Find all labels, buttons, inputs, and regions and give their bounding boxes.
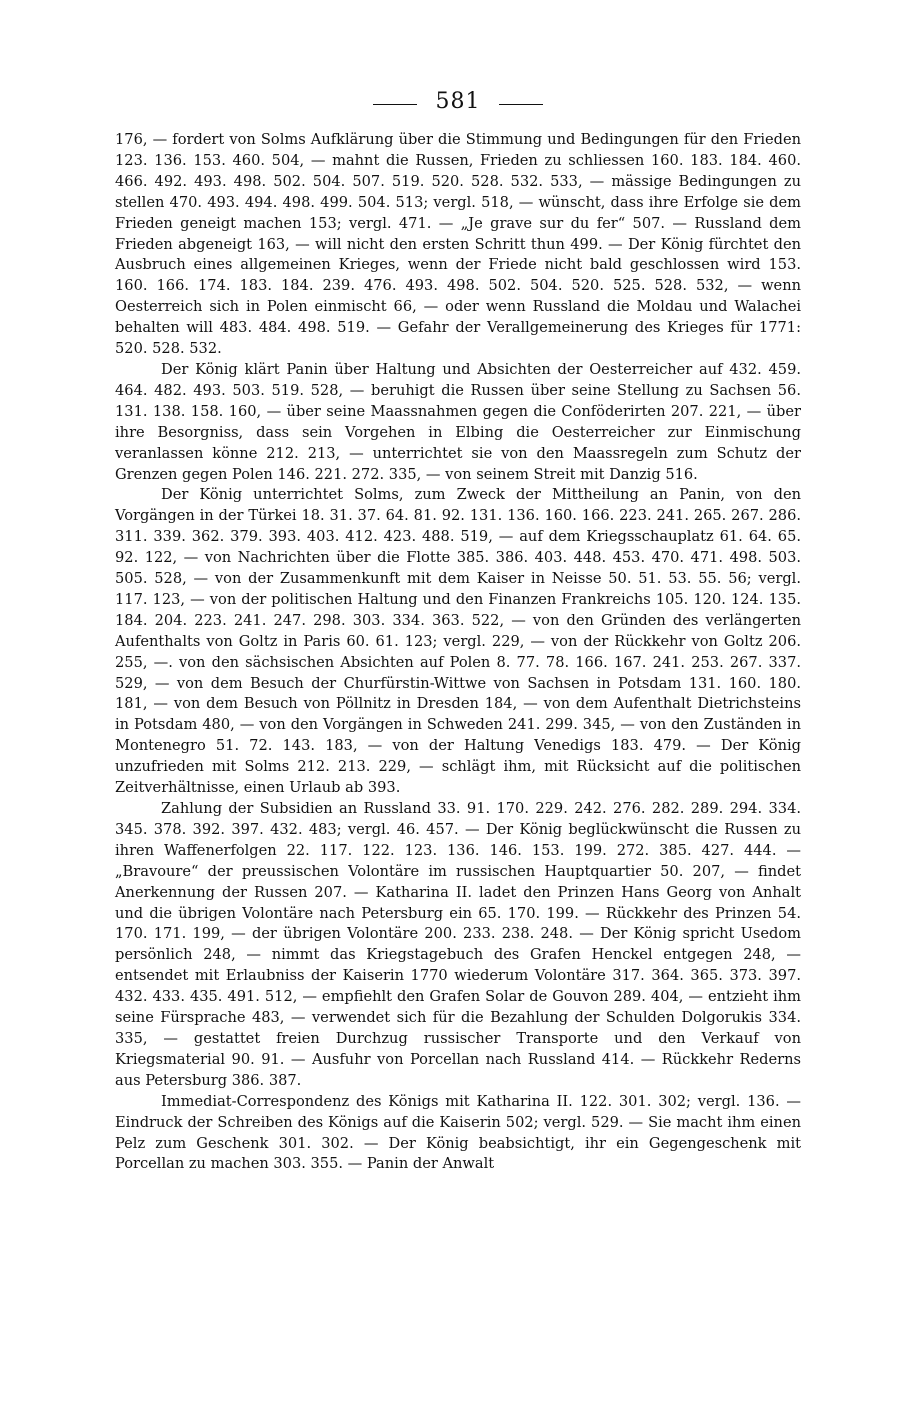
- page-header: [115, 82, 801, 122]
- index-paragraph: Der König klärt Panin über Haltung und Absichten der Oesterreicher auf 432. 459. 464. 482. 493. 503. 519. 528, — beruhigt die Russen über seine Stellung zu Sachsen 56. 131. 138. 158. 160, — über seine Maassnahmen gegen die Conföderirten 207. 221, — über ihre Besorgniss, dass sein Vorgehen in Elbing die Oesterreicher zur Einmischung veranlassen könne 212. 213, — unterrichtet sie von den Maassregeln zum Schutz der Grenzen gegen Polen 146. 221. 272. 335, — von seinem Streit mit Danzig 516.: [115, 360, 801, 483]
- document-page: [115, 82, 801, 1175]
- page-number: 581: [435, 89, 481, 114]
- header-rule-right: [499, 104, 543, 105]
- index-paragraph: 176, — fordert von Solms Aufklärung über die Stimmung und Bedingungen für den Frieden 123. 136. 153. 460. 504, — mahnt die Russen, Frieden zu schliessen 160. 183. 184. 460. 466. 492. 493. 498. 502. 504. 507. 519. 520. 528. 532. 533, — mässige Bedingungen zu stellen 470. 493. 494. 498. 499. 504. 513; vergl. 518, — wünscht, dass ihre Erfolge sie dem Frieden geneigt machen 153; vergl. 471. — „Je grave sur du fer“ 507. — Russland dem Frieden abgeneigt 163, — will nicht den ersten Schritt thun 499. — Der König fürchtet den Ausbruch eines allgemeinen Krieges, wenn der Friede nicht bald geschlossen wird 153. 160. 166. 174. 183. 184. 239. 476. 493. 498. 502. 504. 520. 525. 528. 532, — wenn Oesterreich sich in Polen einmischt 66, — oder wenn Russland die Moldau und Walachei behalten will 483. 484. 498. 519. — Gefahr der Verallgemeinerung des Krieges für 1771: 520. 528. 532.: [115, 131, 801, 358]
- index-paragraph: Zahlung der Subsidien an Russland 33. 91. 170. 229. 242. 276. 282. 289. 294. 334. 345. 378. 392. 397. 432. 483; vergl. 46. 457. — Der König beglückwünscht die Russen zu ihren Waffenerfolgen 22. 117. 122. 123. 136. 146. 153. 199. 272. 385. 427. 444. — „Bravoure“ der preussischen Volontäre im russischen Hauptquartier 50. 207, — findet Anerkennung der Russen 207. — Katharina II. ladet den Prinzen Hans Georg von Anhalt und die übrigen Volontäre nach Petersburg ein 65. 170. 199. — Rückkehr des Prinzen 54. 170. 171. 199, — der übrigen Volontäre 200. 233. 238. 248. — Der König spricht Usedom persönlich 248, — nimmt das Kriegstagebuch des Grafen Henckel entgegen 248, — entsendet mit Erlaubniss der Kaiserin 1770 wiederum Volontäre 317. 364. 365. 373. 397. 432. 433. 435. 491. 512, — empfiehlt den Grafen Solar de Gouvon 289. 404, — entzieht ihm seine Fürsprache 483, — verwendet sich für die Bezahlung der Schulden Dolgorukis 334. 335, — gestattet freien Durchzug russischer Transporte und den Verkauf von Kriegsmaterial 90. 91. — Ausfuhr von Porcellan nach Russland 414. — Rückkehr Rederns aus Petersburg 386. 387.: [115, 800, 801, 1089]
- index-text: [115, 130, 801, 1175]
- index-paragraph: Immediat-Correspondenz des Königs mit Katharina II. 122. 301. 302; vergl. 136. — Eindruck der Schreiben des Königs auf die Kaiserin 502; vergl. 529. — Sie macht ihm einen Pelz zum Geschenk 301. 302. — Der König beabsichtigt, ihr ein Gegengeschenk mit Porcellan zu machen 303. 355. — Panin der Anwalt: [115, 1092, 801, 1173]
- index-paragraph: Der König unterrichtet Solms, zum Zweck der Mittheilung an Panin, von den Vorgängen in der Türkei 18. 31. 37. 64. 81. 92. 131. 136. 160. 166. 223. 241. 265. 267. 286. 311. 339. 362. 379. 393. 403. 412. 423. 488. 519, — auf dem Kriegsschauplatz 61. 64. 65. 92. 122, — von Nachrichten über die Flotte 385. 386. 403. 448. 453. 470. 471. 498. 503. 505. 528, — von der Zusammenkunft mit dem Kaiser in Neisse 50. 51. 53. 55. 56; vergl. 117. 123, — von der politischen Haltung und den Finanzen Frankreichs 105. 120. 124. 135. 184. 204. 223. 241. 247. 298. 303. 334. 363. 522, — von den Gründen des verlängerten Aufenthalts von Goltz in Paris 60. 61. 123; vergl. 229, — von der Rückkehr von Goltz 206. 255, —. von den sächsischen Absichten auf Polen 8. 77. 78. 166. 167. 241. 253. 267. 337. 529, — von dem Besuch der Churfürstin-Wittwe von Sachsen in Potsdam 131. 160. 180. 181, — von dem Besuch von Pöllnitz in Dresden 184, — von dem Aufenthalt Dietrichsteins in Potsdam 480, — von den Vorgängen in Schweden 241. 299. 345, — von den Zuständen in Montenegro 51. 72. 143. 183, — von der Haltung Venedigs 183. 479. — Der König unzufrieden mit Solms 212. 213. 229, — schlägt ihm, mit Rücksicht auf die politischen Zeitverhältnisse, einen Urlaub ab 393.: [115, 486, 801, 797]
- header-rule-left: [373, 104, 417, 105]
